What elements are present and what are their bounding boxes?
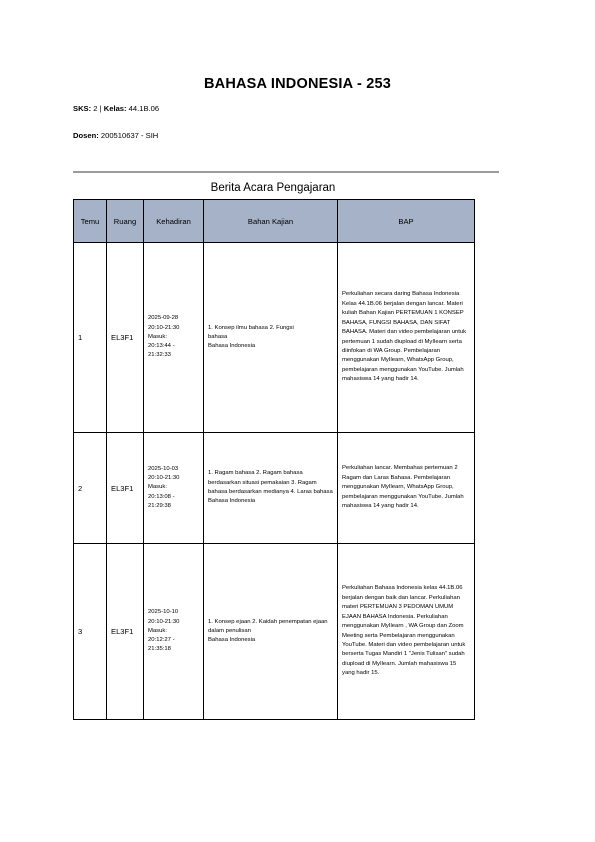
attendance-label: Masuk: [148,627,167,634]
table-row [74,433,475,544]
header-kehadiran: Kehadiran [144,200,204,243]
teaching-report-table [73,199,475,720]
bahan-subject: Bahasa Indonesia [208,637,256,644]
table-title: Berita Acara Pengajaran [210,182,336,194]
attendance-time: 20:10-21:30 [148,618,180,625]
lecturer-info [73,131,158,140]
bahan-line: 1. Konsep ejaan 2. Kaidah penempatan ejaan dalam penulisan [208,618,328,634]
sks-label: SKS: [73,104,92,113]
attendance-out: 21:32:33 [148,352,171,359]
header-temu: Temu [74,200,107,243]
attendance-in: 20:12:27 - [148,637,175,644]
cell-bahan-kajian [204,433,338,544]
table-row [74,544,475,720]
attendance-out: 21:35:18 [148,646,171,653]
cell-kehadiran [144,243,204,433]
bahan-subject: Bahasa Indonesia [208,498,256,505]
header-ruang: Ruang [107,200,144,243]
cell-temu: 2 [74,433,107,544]
attendance-label: Masuk: [148,484,167,491]
header-bap: BAP [338,200,475,243]
cell-bap: Perkuliahan secara daring Bahasa Indonesia Kelas 44.1B.06 berjalan dengan lancar. Materi kuliah Bahan Kajian PERTEMUAN 1 KONSEP BAHASA, FUNGSI BAHASA, DAN SIFAT BAHASA. Materi dan video pembelajaran untuk pertemuan 1 sudah diupload di MyIlearn serta diinfokan di WA Group. Pembelajaran menggunakan MyIlearn, WhatsApp Group, pembelajaran menggunakan YouTube. Jumlah mahasiswa 14 yang hadir 14. [338,243,475,433]
table-header-row [74,200,475,243]
cell-bahan-kajian [204,544,338,720]
attendance-date: 2025-10-10 [148,609,179,616]
course-meta [73,104,159,113]
attendance-date: 2025-09-28 [148,315,179,322]
cell-kehadiran [144,433,204,544]
bahan-subject: Bahasa Indonesia [208,343,256,350]
kelas-label: Kelas: [103,104,127,113]
dosen-label: Dosen: [73,131,99,140]
attendance-time: 20:10-21:30 [148,475,180,482]
cell-ruang: EL3F1 [107,433,144,544]
attendance-time: 20:10-21:30 [148,324,180,331]
attendance-in: 20:13:44 - [148,343,175,350]
attendance-date: 2025-10-03 [148,465,179,472]
divider [73,171,499,173]
cell-bap: Perkuliahan lancar. Membahas pertemuan 2 Ragam dan Laras Bahasa. Pembelajaran menggunakan MyIlearn, WhatsApp Group, pembelajaran menggunakan YouTube. Jumlah mahasiswa 14 yang hadir 14. [338,433,475,544]
kelas-value: 44.1B.06 [128,104,160,113]
meta-separator: | [99,104,102,113]
cell-bahan-kajian [204,243,338,433]
bahan-line: 1. Konsep ilmu bahasa 2. Fungsi [208,324,294,331]
cell-temu: 3 [74,544,107,720]
bahan-line: bahasa [208,333,228,340]
cell-ruang: EL3F1 [107,544,144,720]
cell-kehadiran [144,544,204,720]
attendance-in: 20:13:08 - [148,493,175,500]
header-bahan-kajian: Bahan Kajian [204,200,338,243]
table-row [74,243,475,433]
bahan-line: 1. Ragam bahasa 2. Ragam bahasa berdasarkan situasi pemakaian 3. Ragam bahasa berdasarkan medianya 4. Laras bahasa [208,470,333,495]
dosen-value: 200510637 - SIH [100,131,159,140]
sks-value: 2 [93,104,98,113]
cell-temu: 1 [74,243,107,433]
attendance-label: Masuk: [148,333,167,340]
cell-bap: Perkuliahan Bahasa Indonesia kelas 44.1B.06 berjalan dengan baik dan lancar. Perkuliahan materi PERTEMUAN 3 PEDOMAN UMUM EJAAN BAHASA Indonesia. Perkuliahan menggunakan MyIlearn , WA Group dan Zoom Meeting serta Pembelajaran menggunakan YouTube. Materi dan video pembelajaran untuk berserta Tugas Mandiri 1 "Jenis Tulisan" sudah diupload di MyIlearn. Jumlah mahasiswa 15 yang hadir 15. [338,544,475,720]
page-title: BAHASA INDONESIA - 253 [203,76,392,92]
cell-ruang: EL3F1 [107,243,144,433]
attendance-out: 21:29:38 [148,502,171,509]
